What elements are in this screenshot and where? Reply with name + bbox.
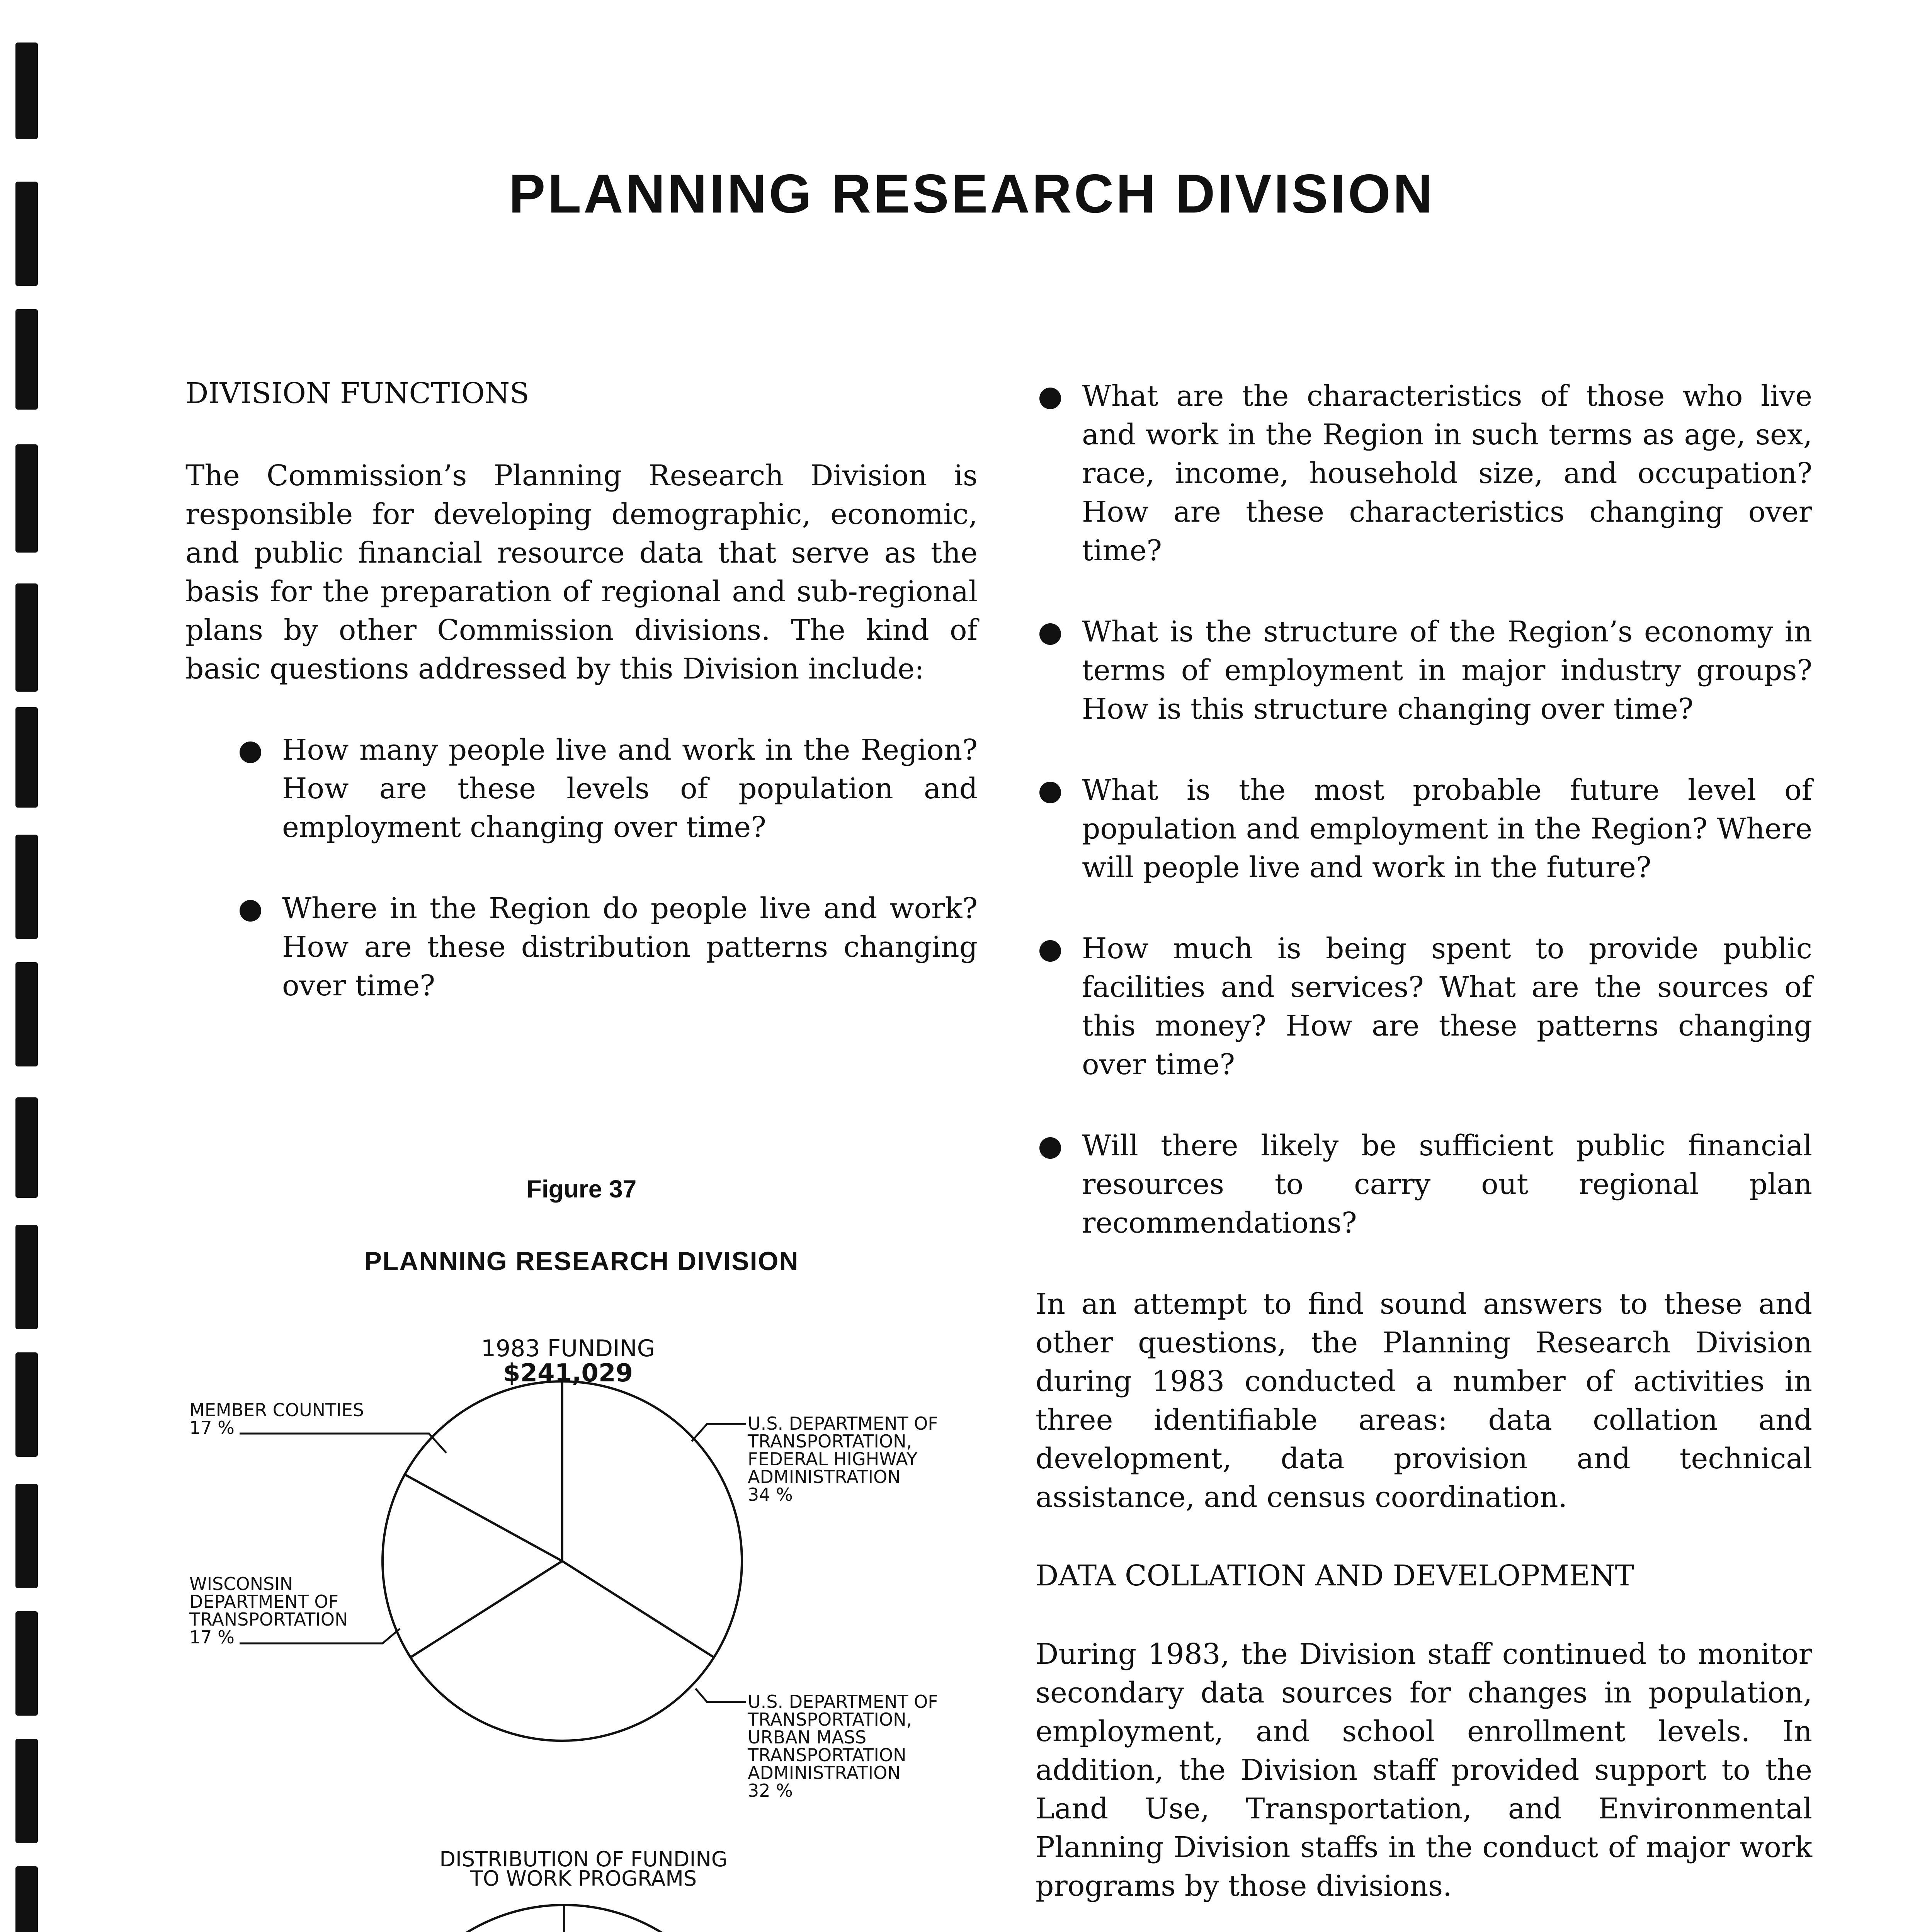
slice-label-line: TRANSPORTATION, [748, 1431, 912, 1452]
slice-label-line: URBAN MASS [748, 1727, 867, 1748]
chart2-subtitle: TO WORK PROGRAMS [470, 1866, 697, 1891]
leader-line [696, 1689, 746, 1702]
activities-paragraph: In an attempt to find sound answers to these and other questions, the Planning Research Division during 1983 conducted a number of activities in three identifiable areas: data collation and development, data provision and technical assistance, and census coordination. [1036, 1287, 1812, 1514]
slice-label-line: DEPARTMENT OF [189, 1591, 339, 1612]
leader-line [240, 1434, 446, 1453]
bullet-icon [1039, 623, 1061, 645]
chart1-label-fhwa [747, 1413, 938, 1505]
slice-value-label: 32 % [748, 1780, 793, 1801]
slice-label-line: WISCONSIN [189, 1573, 293, 1594]
chart1-label-wisdot [189, 1573, 348, 1648]
chart1-title: 1983 FUNDING [481, 1335, 655, 1362]
slice-label-line: TRANSPORTATION [189, 1609, 348, 1630]
slice-label-line: TRANSPORTATION [748, 1745, 906, 1765]
list-item: How much is being spent to provide public facilities and services? What are the sources of this money? How are these patterns changing over time? [1036, 929, 1812, 1084]
pie-chart-1983-funding [383, 1381, 742, 1741]
bullet-icon [1039, 388, 1061, 409]
figure-label: Figure 37 [526, 1175, 637, 1203]
right-question-list [1036, 377, 1812, 1242]
slice-value-label: 17 % [189, 1417, 235, 1438]
slice-label-line: U.S. DEPARTMENT OF [748, 1413, 938, 1434]
slice-value-label: 34 % [748, 1484, 793, 1505]
section-heading-division-functions: DIVISION FUNCTIONS [185, 377, 529, 410]
pie-slice-boundary [562, 1561, 714, 1657]
intro-paragraph: The Commission’s Planning Research Division is responsible for developing demographic, economic, and public financial resource data that serve as the basis for the preparation of regional and sub-regional plans by other Commission divisions. The kind of basic questions addressed by this Division include: [185, 459, 978, 685]
chart2-title: DISTRIBUTION OF FUNDING [439, 1847, 728, 1871]
slice-label-line: MEMBER COUNTIES [189, 1400, 364, 1420]
chart1-label-umta [747, 1691, 938, 1801]
list-item: How many people live and work in the Region? How are these levels of population and employment changing over time? [236, 731, 978, 847]
pie-slice-boundary [405, 1475, 562, 1561]
slice-value-label: 17 % [189, 1627, 235, 1648]
slice-label-line: FEDERAL HIGHWAY [748, 1449, 918, 1469]
bullet-icon [1039, 1137, 1061, 1159]
list-item: What is the most probable future level of population and employment in the Region? Where will people live and work in the future? [1036, 771, 1812, 887]
leader-line [692, 1424, 746, 1441]
pie-chart-distribution-funding [379, 1905, 750, 1932]
list-item: What are the characteristics of those who live and work in the Region in such terms as age, sex, race, income, household size, and occupation? How are these characteristics changing over time? [1036, 377, 1812, 570]
data-collation-paragraph: During 1983, the Division staff continued to monitor secondary data sources for changes in population, employment, and school enrollment levels. In addition, the Division staff provided support to the Land Use, Transportation, and Environmental Planning Division staffs in the conduct of major work programs by those divisions. [1036, 1638, 1812, 1903]
list-item: Will there likely be sufficient public financial resources to carry out regional plan recommendations? [1036, 1126, 1812, 1242]
list-item: Where in the Region do people live and work? How are these distribution patterns changing over time? [236, 889, 978, 1005]
slice-label-line: ADMINISTRATION [748, 1466, 901, 1487]
slice-label-line: TRANSPORTATION, [748, 1709, 912, 1730]
section-heading-data-collation: DATA COLLATION AND DEVELOPMENT [1036, 1559, 1634, 1592]
leader-line [240, 1629, 400, 1643]
page-title: PLANNING RESEARCH DIVISION [509, 163, 1435, 224]
figure-title: PLANNING RESEARCH DIVISION [364, 1247, 799, 1276]
slice-label-line: ADMINISTRATION [748, 1762, 901, 1783]
slice-label-line: U.S. DEPARTMENT OF [748, 1691, 938, 1712]
bullet-icon [1039, 940, 1061, 962]
bullet-icon [1039, 782, 1061, 803]
list-item: What is the structure of the Region’s economy in terms of employment in major industry groups? How is this structure changing over time? [1036, 612, 1812, 728]
chart1-label-member-counties [189, 1400, 364, 1438]
right-column [1036, 377, 1812, 1932]
chart1-subtitle: $241,029 [503, 1359, 633, 1388]
pie-slice-boundary [410, 1561, 562, 1657]
